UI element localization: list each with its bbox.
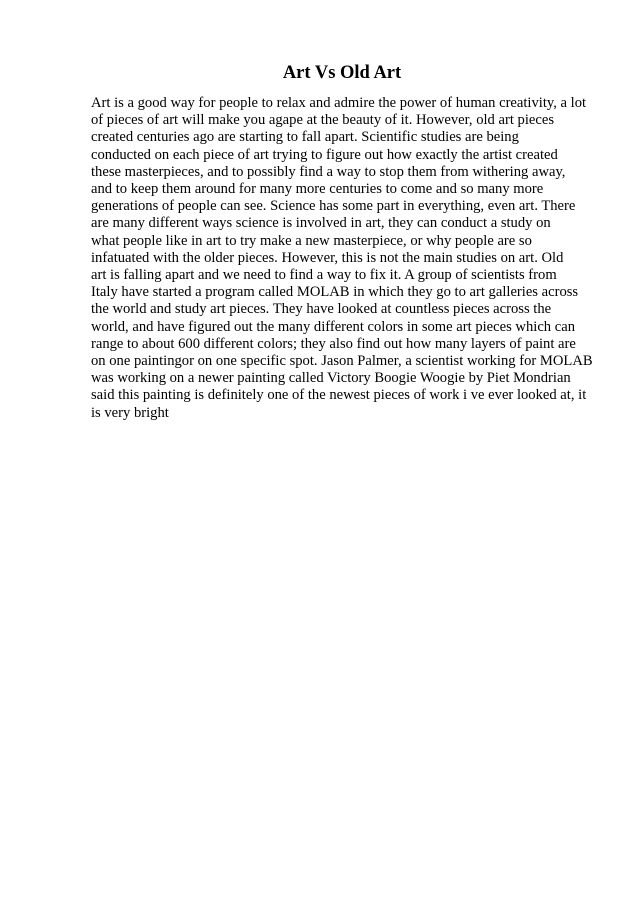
body-line: was working on a newer painting called Victory Boogie Woogie by Piet Mondrian (91, 370, 571, 387)
body-line: on one paintingor on one specific spot. Jason Palmer, a scientist working for MOLAB (91, 353, 593, 370)
body-line: is very bright (91, 404, 169, 421)
body-line: the world and study art pieces. They have looked at countless pieces across the (91, 301, 552, 318)
body-line: and to keep them around for many more centuries to come and so many more (91, 181, 544, 198)
body-line: created centuries ago are starting to fall apart. Scientific studies are being (91, 129, 519, 146)
body-line: what people like in art to try make a new masterpiece, or why people are so (91, 232, 532, 249)
body-line: infatuated with the older pieces. However, this is not the main studies on art. Old (91, 249, 564, 266)
body-line: range to about 600 different colors; they also find out how many layers of paint are (91, 335, 576, 352)
body-line: generations of people can see. Science has some part in everything, even art. There (91, 198, 576, 215)
body-line: Italy have started a program called MOLAB in which they go to art galleries across (91, 284, 579, 301)
body-line: art is falling apart and we need to find a way to fix it. A group of scientists from (91, 267, 557, 284)
body-line: Art is a good way for people to relax and admire the power of human creativity, a lot (91, 95, 587, 111)
document-title: Art Vs Old Art (282, 63, 402, 83)
body-line: of pieces of art will make you agape at the beauty of it. However, old art pieces (91, 112, 554, 129)
body-line: world, and have figured out the many different colors in some art pieces which can (91, 318, 576, 335)
document-body (91, 95, 593, 422)
body-line: these masterpieces, and to possibly find a way to stop them from withering away, (91, 163, 566, 180)
body-line: are many different ways science is involved in art, they can conduct a study on (91, 215, 551, 232)
body-line: conducted on each piece of art trying to figure out how exactly the artist created (91, 146, 558, 163)
body-line: said this painting is definitely one of the newest pieces of work i ve ever looked at, it (91, 387, 587, 404)
